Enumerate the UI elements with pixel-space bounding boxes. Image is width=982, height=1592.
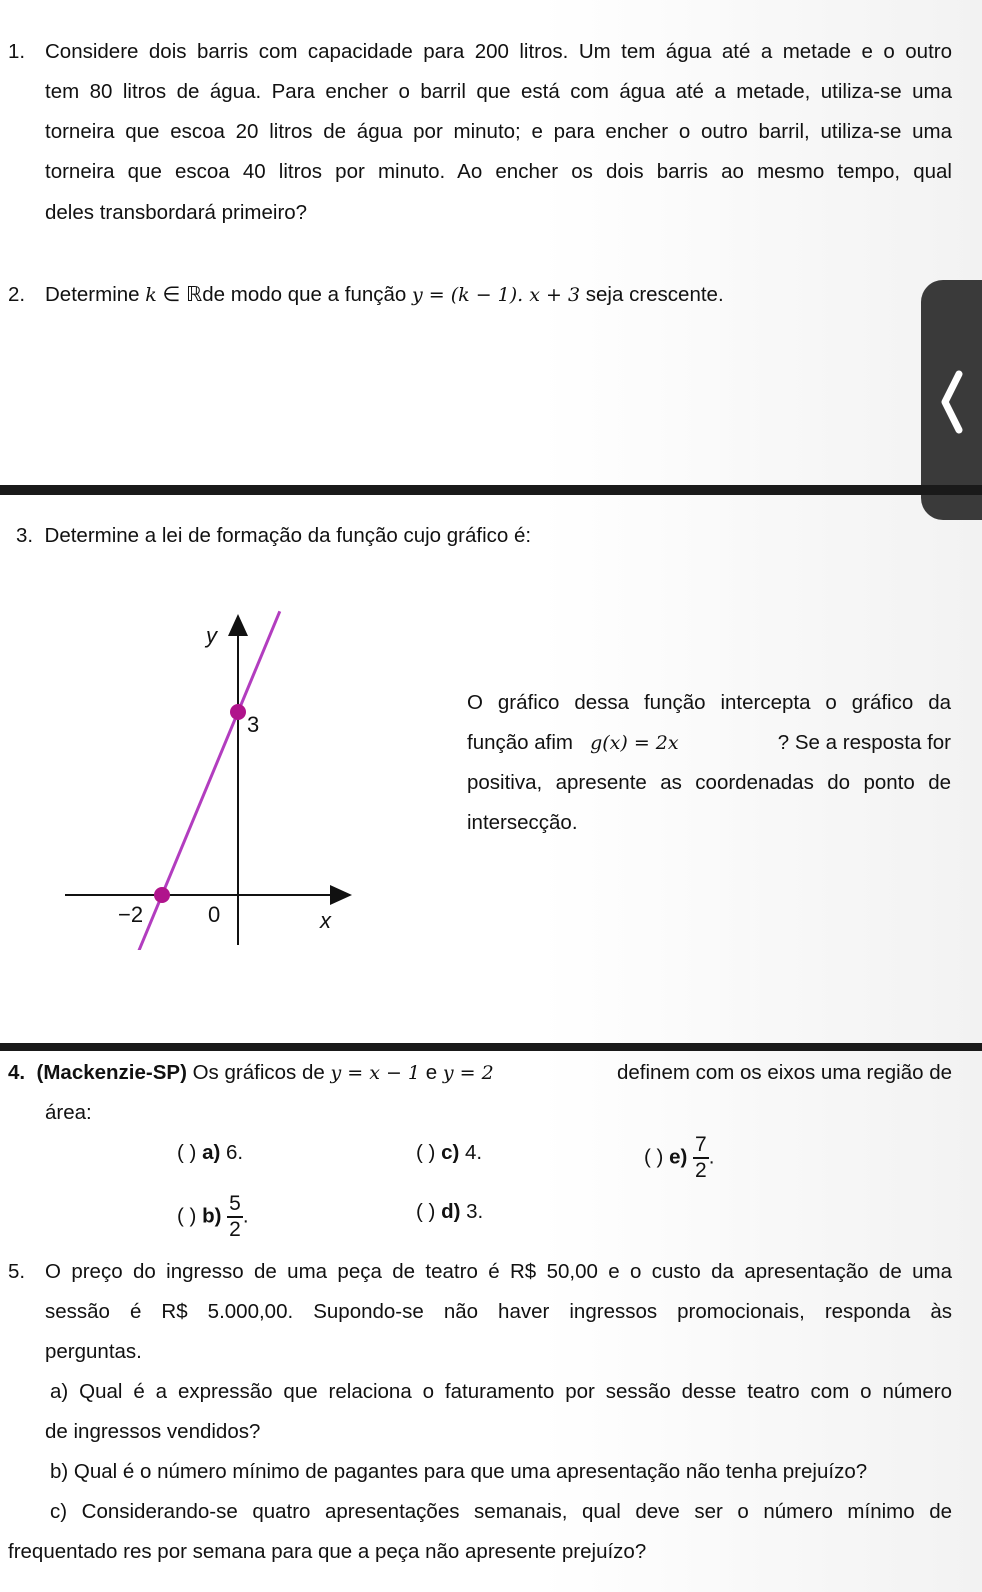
back-button[interactable]: [921, 280, 982, 520]
q2-in-set: ∈ ℝ: [162, 283, 203, 306]
option-b-numerator: 5: [227, 1192, 243, 1218]
option-d-letter: d): [441, 1200, 461, 1223]
tick-label-3: 3: [247, 712, 260, 737]
chevron-left-icon: [939, 370, 965, 434]
tick-label-origin: 0: [208, 902, 221, 927]
function-graph: [50, 610, 370, 950]
q4-line-2: área:: [45, 1101, 92, 1124]
q4-eq-2: y = 2: [442, 1062, 494, 1084]
q3-side-line-3: positiva, apresente as coordenadas do ponto de: [467, 771, 951, 794]
data-point-y-intercept: [230, 704, 246, 720]
option-d-value: 3.: [466, 1200, 484, 1223]
q3-side-line-4: intersecção.: [467, 811, 578, 834]
q2-var-k: k: [145, 284, 157, 306]
q4-option-e[interactable]: [644, 1133, 714, 1183]
option-a-letter: a): [202, 1141, 221, 1164]
option-e-letter: e): [669, 1145, 688, 1169]
q4-option-d[interactable]: [416, 1192, 483, 1232]
q3-side-line-1: O gráfico dessa função intercepta o gráfico da: [467, 691, 951, 714]
q2-text-after: seja crescente.: [585, 283, 724, 306]
option-e-checkbox[interactable]: ( ): [644, 1145, 664, 1169]
series-line: [120, 611, 280, 950]
section-divider-1: [0, 485, 982, 495]
q4-source: (Mackenzie-SP): [36, 1061, 187, 1084]
q5-c-line-1: c) Considerando-se quatro apresentações semanais, qual deve ser o número mínimo de: [50, 1500, 952, 1523]
q5-a-line-2: de ingressos vendidos?: [45, 1420, 261, 1443]
x-axis-label: x: [320, 908, 331, 933]
q3-title: [16, 516, 531, 556]
option-b-suffix: .: [242, 1204, 249, 1228]
q1-line-2: tem 80 litros de água. Para encher o barril que está com água até a metade, utiliza-se uma: [45, 80, 952, 103]
q3-number: 3.: [16, 524, 34, 547]
q1-line-4: torneira que escoa 40 litros por minuto. Ao encher os dois barris ao mesmo tempo, qual: [45, 160, 952, 183]
option-e-numerator: 7: [693, 1133, 709, 1159]
option-a-value: 6.: [226, 1141, 244, 1164]
option-b-checkbox[interactable]: ( ): [177, 1204, 197, 1228]
q5-number: 5.: [8, 1260, 26, 1283]
q2-text-mid: de modo que a função: [202, 283, 407, 306]
option-b-letter: b): [202, 1204, 222, 1228]
data-point-x-intercept: [154, 887, 170, 903]
q5-b-line: b) Qual é o número mínimo de pagantes para que uma apresentação não tenha prejuízo?: [50, 1460, 868, 1483]
option-a-checkbox[interactable]: ( ): [177, 1141, 197, 1164]
tick-label-minus-2: −2: [118, 902, 144, 927]
q3-g-function: g(x) = 2x: [590, 732, 679, 754]
option-b-denominator: 2: [229, 1218, 241, 1241]
q4-line-1: [8, 1053, 952, 1093]
q2-function: y = (k − 1). x + 3: [412, 284, 581, 306]
q4-number: 4.: [8, 1061, 26, 1084]
q4-text-2: definem com os eixos uma região de: [616, 1061, 952, 1084]
q1-line-3: torneira que escoa 20 litros de água por minuto; e para encher o outro barril, utiliza-se uma: [45, 120, 952, 143]
q1-line-1: Considere dois barris com capacidade para 200 litros. Um tem água até a metade e o outro: [45, 40, 952, 63]
q3-side-line-2: [467, 723, 951, 763]
q3-title-text: Determine a lei de formação da função cujo gráfico é:: [44, 524, 532, 547]
option-c-checkbox[interactable]: ( ): [416, 1141, 436, 1164]
option-c-value: 4.: [465, 1141, 483, 1164]
q4-conj: e: [425, 1061, 438, 1084]
q5-a-line-1: a) Qual é a expressão que relaciona o faturamento por sessão desse teatro com o número: [50, 1380, 952, 1403]
option-e-fraction: [693, 1133, 709, 1183]
q4-option-b[interactable]: [177, 1192, 249, 1242]
option-d-checkbox[interactable]: ( ): [416, 1200, 436, 1223]
q2-text-before: Determine: [45, 283, 140, 306]
option-e-suffix: .: [708, 1145, 715, 1169]
option-e-denominator: 2: [695, 1159, 707, 1182]
q1-line-5: deles transbordará primeiro?: [45, 201, 308, 224]
q3-side-text-a: função afim: [467, 731, 573, 754]
y-axis-label: y: [206, 623, 217, 648]
option-b-fraction: [227, 1192, 243, 1242]
q5-line-2: sessão é R$ 5.000,00. Supondo-se não haver ingressos promocionais, responda às: [45, 1300, 952, 1323]
q4-option-c[interactable]: [416, 1133, 482, 1173]
q4-text-1: Os gráficos de: [192, 1061, 325, 1084]
q5-c-line-2: frequentado res por semana para que a peça não apresente prejuízo?: [8, 1540, 647, 1563]
q1-number: 1.: [8, 40, 26, 63]
section-divider-2: [0, 1043, 982, 1051]
option-c-letter: c): [441, 1141, 460, 1164]
q2-number: 2.: [8, 283, 26, 306]
q5-line-3: perguntas.: [45, 1340, 142, 1363]
q5-line-1: O preço do ingresso de uma peça de teatro é R$ 50,00 e o custo da apresentação de uma: [45, 1260, 952, 1283]
q4-option-a[interactable]: [177, 1133, 243, 1173]
q4-eq-1: y = x − 1: [330, 1062, 421, 1084]
q2-statement: [45, 275, 724, 315]
q3-side-text-b: ? Se a resposta for: [777, 731, 951, 754]
